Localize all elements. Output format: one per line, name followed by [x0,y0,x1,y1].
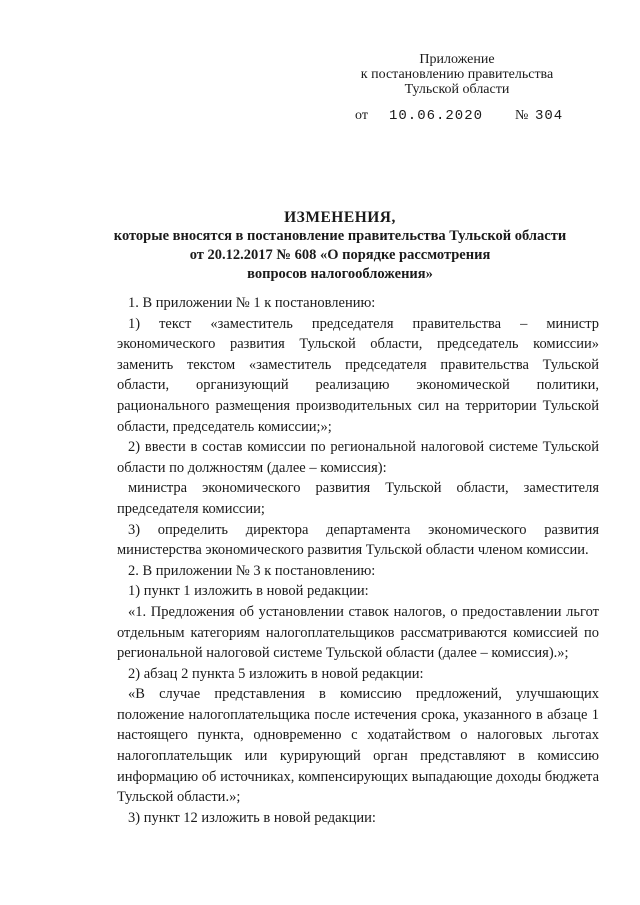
paragraph: министра экономического развития Тульской области, заместителя председателя комиссии; [117,480,599,517]
appendix-line: Тульской области [404,82,510,97]
appendix-header [352,52,562,97]
decree-date: 10.06.2020 [389,108,484,124]
appendix-line: к постановлению правительства [360,67,554,82]
paragraph: «1. Предложения об установлении ставок налогов, о предоставлении льгот отдельным категориям налогоплательщиков рассматриваются комиссией по региональной налоговой системе Тульской области (далее – комиссия).»; [117,603,599,662]
appendix-line: Приложение [419,52,495,67]
decree-date-line [355,108,570,126]
paragraph: 1) текст «заместитель председателя правительства – министр экономического развития Тульской области, председатель комиссии» заменить текстом «заместитель председателя правительства Тульской области, организующий реализацию экономической политики, рационального размещения производительных сил на территории Тульской области, председатель комиссии;»; [117,315,599,435]
number-label: № [515,108,529,123]
from-label: от [355,108,368,123]
paragraph: 2) абзац 2 пункта 5 изложить в новой редакции: [128,665,424,682]
decree-number: 304 [535,108,564,124]
title-line: которые вносятся в постановление правительства Тульской области [113,228,567,244]
paragraph: 1. В приложении № 1 к постановлению: [128,295,376,311]
paragraph: 1) пункт 1 изложить в новой редакции: [128,583,369,600]
paragraph: 2. В приложении № 3 к постановлению: [128,562,376,579]
paragraph: 2) ввести в состав комиссии по региональной налоговой системе Тульской области по должностям (далее – комиссия): [117,439,599,476]
document-body [117,293,599,828]
paragraph: «В случае представления в комиссию предложений, улучшающих положение налогоплательщика после истечения срока, указанного в абзаце 1 настоящего пункта, одновременно с ходатайством о налоговых льготах налогоплательщик или курирующий орган представляют в комиссию информацию об источниках, компенсирующих выпадающие доходы бюджета Тульской области.»; [117,686,599,806]
title-line: ИЗМЕНЕНИЯ, [284,209,396,226]
paragraph: 3) пункт 12 изложить в новой редакции: [128,809,376,826]
title-line: от 20.12.2017 № 608 «О порядке рассмотрения [189,247,491,263]
document-title [60,208,620,284]
title-line: вопросов налогообложения» [247,266,433,282]
paragraph: 3) определить директора департамента экономического развития министерства экономического развития Тульской области членом комиссии. [117,521,599,559]
